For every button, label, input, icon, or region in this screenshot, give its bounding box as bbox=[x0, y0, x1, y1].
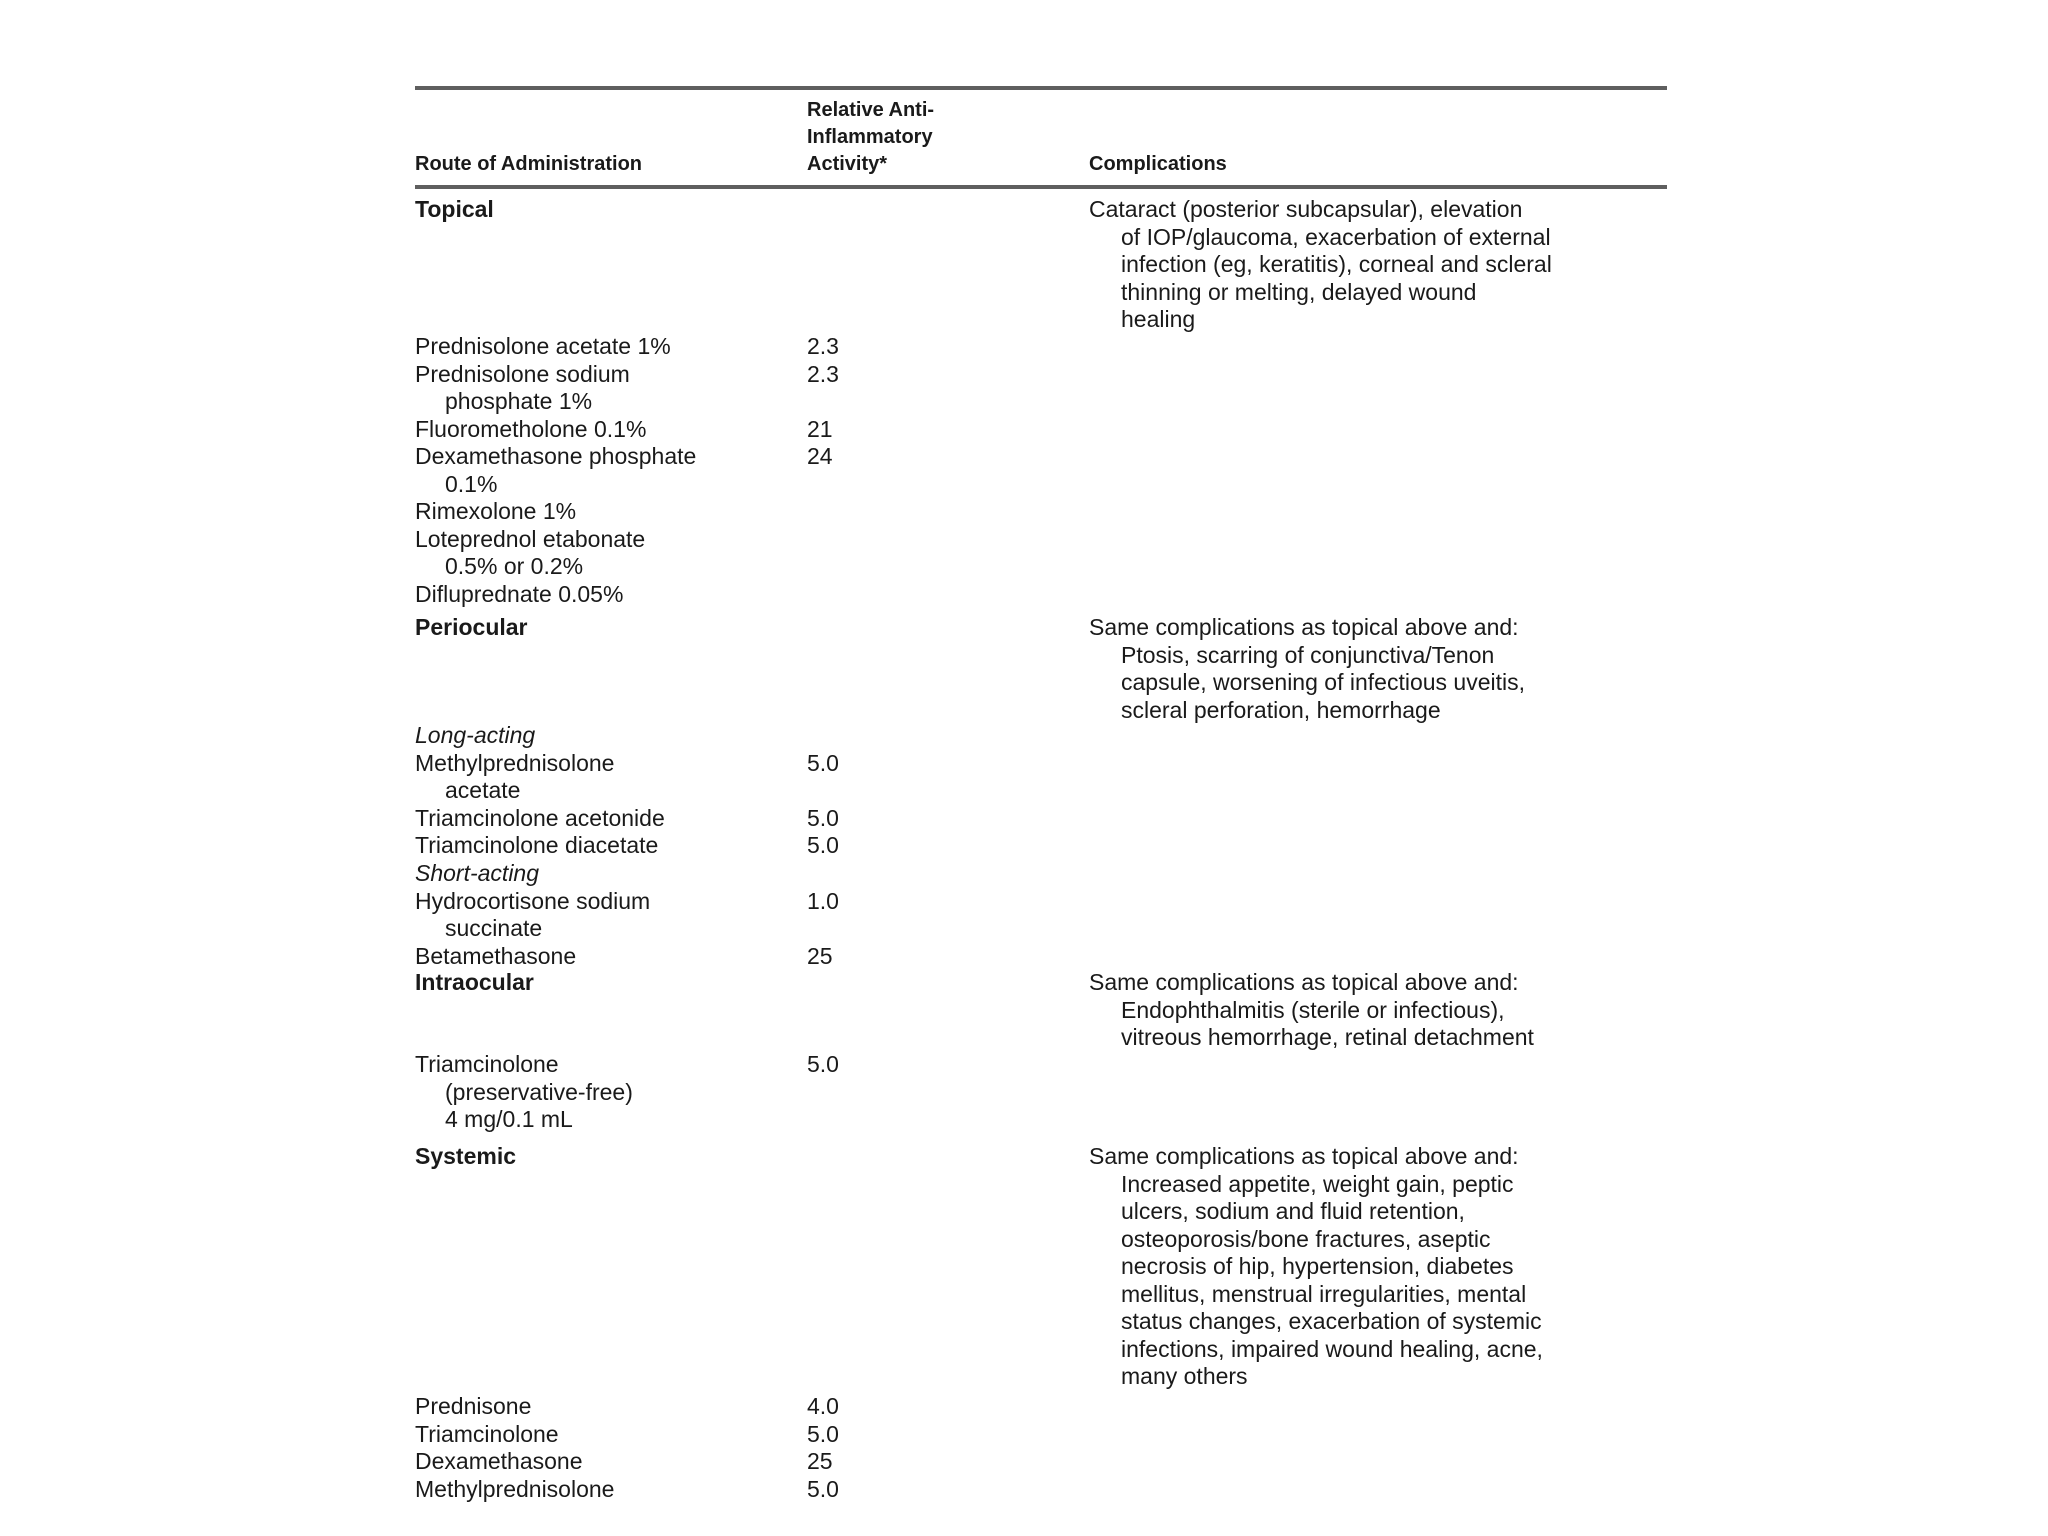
section-title-intraocular: Intraocular bbox=[415, 969, 534, 995]
header-activity-line-2: Inflammatory bbox=[807, 126, 933, 148]
activity-value: 5.0 bbox=[807, 1051, 839, 1077]
drug-name: 0.5% or 0.2% bbox=[445, 553, 584, 579]
drug-name: 4 mg/0.1 mL bbox=[445, 1106, 573, 1132]
complications-text: thinning or melting, delayed wound bbox=[1121, 279, 1477, 305]
drug-name: Triamcinolone diacetate bbox=[415, 832, 659, 858]
complications-text: osteoporosis/bone fractures, aseptic bbox=[1121, 1226, 1491, 1252]
drug-name: Prednisolone sodium bbox=[415, 361, 630, 387]
table-top-rule bbox=[415, 86, 1667, 90]
activity-value: 2.3 bbox=[807, 361, 839, 387]
activity-value: 5.0 bbox=[807, 1476, 839, 1502]
drug-name: Triamcinolone bbox=[415, 1051, 559, 1077]
drug-name: Methylprednisolone bbox=[415, 750, 615, 776]
complications-text: Increased appetite, weight gain, peptic bbox=[1121, 1171, 1514, 1197]
activity-value: 24 bbox=[807, 443, 833, 469]
activity-value: 21 bbox=[807, 416, 833, 442]
drug-name: Fluorometholone 0.1% bbox=[415, 416, 647, 442]
section-title-topical: Topical bbox=[415, 196, 494, 222]
activity-value: 5.0 bbox=[807, 805, 839, 831]
drug-name: Prednisolone acetate 1% bbox=[415, 333, 671, 359]
drug-name: Rimexolone 1% bbox=[415, 498, 577, 524]
drug-name: Dexamethasone phosphate bbox=[415, 443, 697, 469]
section-title-systemic: Systemic bbox=[415, 1143, 517, 1169]
drug-name: Difluprednate 0.05% bbox=[415, 581, 624, 607]
activity-value: 25 bbox=[807, 943, 833, 969]
drug-name: Hydrocortisone sodium bbox=[415, 888, 651, 914]
drug-name: 0.1% bbox=[445, 471, 498, 497]
activity-value: 5.0 bbox=[807, 832, 839, 858]
complications-text: infections, impaired wound healing, acne, bbox=[1121, 1336, 1543, 1362]
complications-text: of IOP/glaucoma, exacerbation of external bbox=[1121, 224, 1551, 250]
section-title-periocular: Periocular bbox=[415, 614, 528, 640]
complications-text: scleral perforation, hemorrhage bbox=[1121, 697, 1441, 723]
header-route: Route of Administration bbox=[415, 153, 643, 175]
header-activity-line-3: Activity* bbox=[807, 153, 888, 175]
complications-text: Same complications as topical above and: bbox=[1089, 1143, 1519, 1169]
activity-value: 1.0 bbox=[807, 888, 839, 914]
complications-text: status changes, exacerbation of systemic bbox=[1121, 1308, 1542, 1334]
complications-text: vitreous hemorrhage, retinal detachment bbox=[1121, 1024, 1534, 1050]
activity-value: 2.3 bbox=[807, 333, 839, 359]
drug-name: phosphate 1% bbox=[445, 388, 593, 414]
complications-text: Cataract (posterior subcapsular), elevation bbox=[1089, 196, 1523, 222]
drug-name: Triamcinolone bbox=[415, 1421, 559, 1447]
activity-value: 4.0 bbox=[807, 1393, 839, 1419]
complications-text: infection (eg, keratitis), corneal and scleral bbox=[1121, 251, 1552, 277]
header-activity-line-1: Relative Anti- bbox=[807, 99, 935, 121]
complications-text: Endophthalmitis (sterile or infectious), bbox=[1121, 997, 1505, 1023]
drug-name: Methylprednisolone bbox=[415, 1476, 615, 1502]
complications-text: necrosis of hip, hypertension, diabetes bbox=[1121, 1253, 1514, 1279]
header-complications: Complications bbox=[1089, 153, 1227, 175]
subgroup-label: Long-acting bbox=[415, 722, 536, 748]
drug-name: (preservative-free) bbox=[445, 1079, 633, 1105]
table-header-rule bbox=[415, 185, 1667, 189]
activity-value: 5.0 bbox=[807, 1421, 839, 1447]
activity-value: 5.0 bbox=[807, 750, 839, 776]
complications-text: Ptosis, scarring of conjunctiva/Tenon bbox=[1121, 642, 1495, 668]
complications-text: capsule, worsening of infectious uveitis, bbox=[1121, 669, 1525, 695]
drug-name: acetate bbox=[445, 777, 521, 803]
subgroup-label: Short-acting bbox=[415, 860, 540, 886]
complications-text: Same complications as topical above and: bbox=[1089, 969, 1519, 995]
drug-name: Prednisone bbox=[415, 1393, 532, 1419]
drug-name: succinate bbox=[445, 915, 543, 941]
complications-text: many others bbox=[1121, 1363, 1248, 1389]
complications-text: mellitus, menstrual irregularities, mental bbox=[1121, 1281, 1527, 1307]
complications-text: ulcers, sodium and fluid retention, bbox=[1121, 1198, 1465, 1224]
drug-name: Loteprednol etabonate bbox=[415, 526, 646, 552]
drug-name: Betamethasone bbox=[415, 943, 577, 969]
complications-text: Same complications as topical above and: bbox=[1089, 614, 1519, 640]
drug-name: Dexamethasone bbox=[415, 1448, 583, 1474]
complications-text: healing bbox=[1121, 306, 1196, 332]
drug-name: Triamcinolone acetonide bbox=[415, 805, 665, 831]
activity-value: 25 bbox=[807, 1448, 833, 1474]
